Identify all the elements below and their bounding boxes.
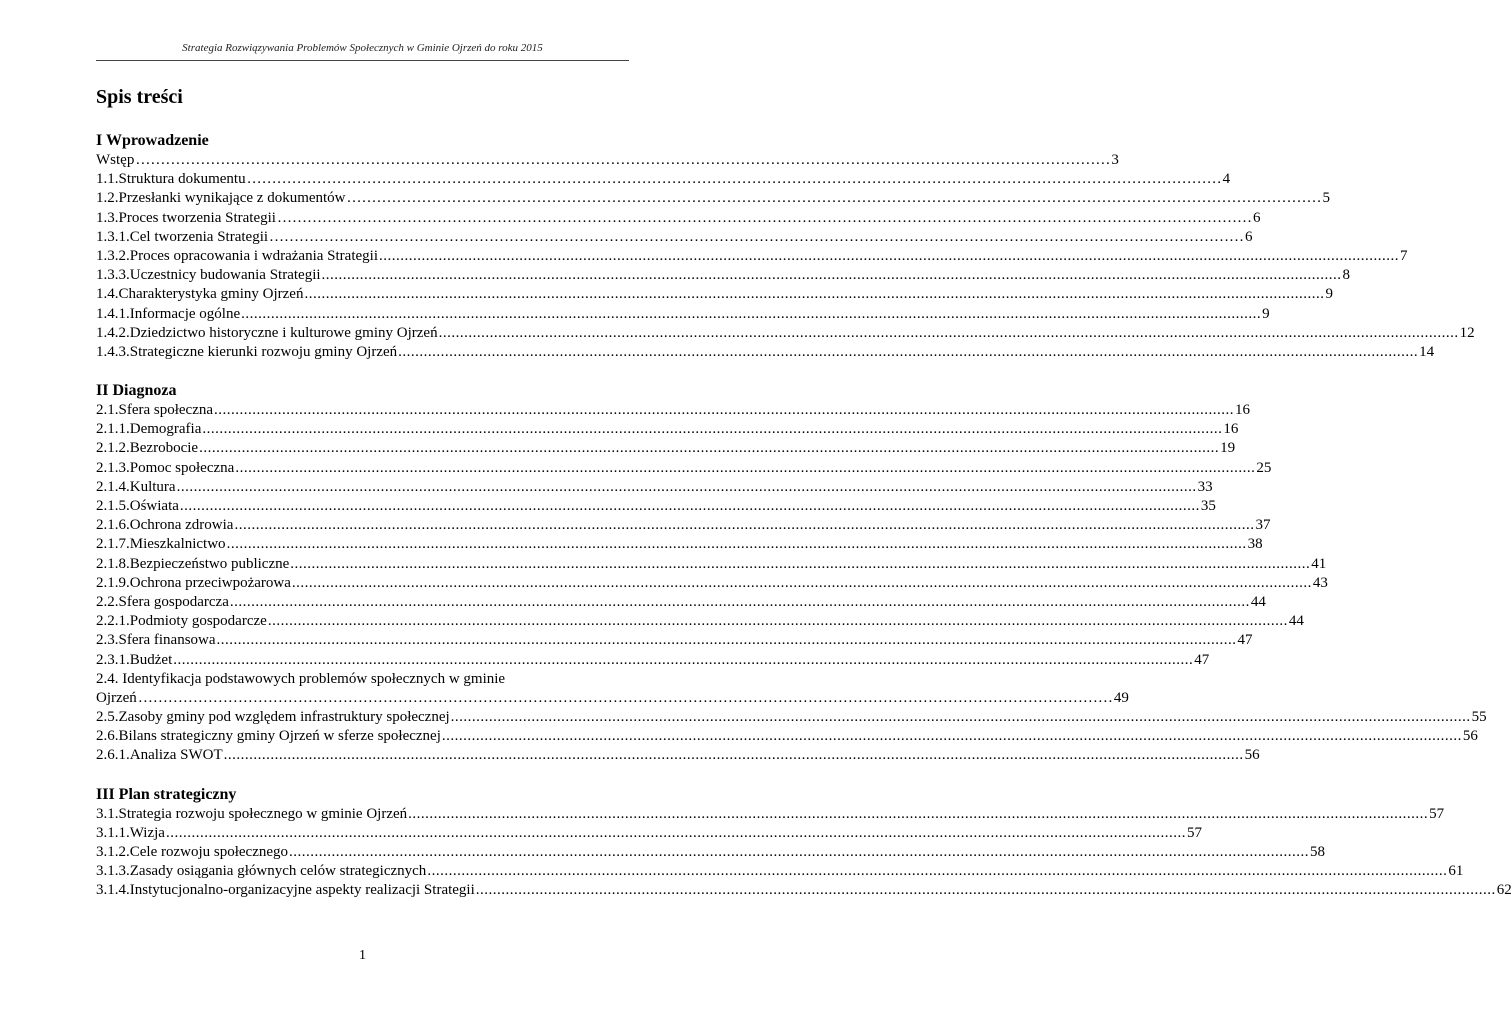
toc-entry-label: 1.2.Przesłanki wynikające z dokumentów [96,190,346,207]
toc-entry-label: 2.6.1.Analiza SWOT [96,747,223,764]
toc-entry-page: 47 [1194,651,1210,668]
toc-entry[interactable] [96,516,1271,535]
toc-leader-dots [292,574,1312,593]
toc-leader-dots [379,247,1399,266]
toc-entry-page: 16 [1235,402,1251,419]
toc-entry-page: 14 [1419,343,1435,360]
toc-leader-dots [177,478,1197,497]
toc-entry-label: 2.1.9.Ochrona przeciwpożarowa [96,574,291,591]
toc-entry[interactable] [96,285,1333,304]
toc-entry-page: 62 [1496,882,1512,899]
toc-section [96,785,1512,901]
toc-leader-dots [398,343,1418,362]
toc-leader-dots [234,516,1254,535]
toc-entry[interactable] [96,228,1253,247]
toc-entry[interactable] [96,324,1475,343]
toc-entry[interactable] [96,343,1435,362]
toc-entry-page: 41 [1311,555,1327,572]
toc-entry-label: 1.1.Struktura dokumentu [96,171,246,188]
toc-entry-page: 61 [1448,863,1464,880]
toc-entry-label: 3.1.Strategia rozwoju społecznego w gminie Ojrzeń [96,805,408,822]
toc-entry[interactable] [96,497,1216,516]
toc-entry-page: 38 [1247,536,1263,553]
toc-entry-label: 2.1.3.Pomoc społeczna [96,459,235,476]
toc-entry-page: 37 [1255,517,1271,534]
toc-entry-label: 3.1.4.Instytucjonalno-organizacyjne aspekty realizacji Strategii [96,882,475,899]
header-divider [96,60,629,61]
toc-entry[interactable] [96,862,1464,881]
toc-entry-page: 4 [1222,171,1231,188]
toc-leader-dots [439,324,1459,343]
toc-leader-dots [290,555,1310,574]
toc-entry-page: 19 [1220,440,1236,457]
toc-entry-page: 49 [1113,689,1129,706]
toc-entry-label: 3.1.1.Wizja [96,824,165,841]
toc-leader-dots [269,228,1244,247]
toc-entry-page: 9 [1325,286,1333,303]
toc-entry-page: 44 [1288,613,1304,630]
page-title: Spis treści [96,86,183,108]
toc-entry[interactable] [96,420,1239,439]
toc-entry-label: 2.3.Sfera finansowa [96,632,216,649]
toc-entry-page: 56 [1462,728,1478,745]
toc-entry-page: 7 [1399,247,1408,264]
toc-entry-page: 6 [1245,228,1253,245]
toc-entry-page: 12 [1459,324,1475,341]
toc-entry-label: 1.4.Charakterystyka gminy Ojrzeń [96,286,304,303]
toc-entry-page: 25 [1256,459,1272,476]
toc-leader-dots [277,209,1252,228]
toc-leader-dots [199,439,1219,458]
toc-section [96,131,1475,362]
toc-leader-dots [322,266,1342,285]
toc-entry-label: Wstęp [96,152,135,168]
toc-entry-page: 5 [1322,190,1331,207]
toc-leader-dots [235,459,1255,478]
toc-entry[interactable] [96,670,1129,708]
toc-entry-label: 1.4.2.Dziedzictwo historyczne i kulturowe gminy Ojrzeń [96,324,438,341]
toc-leader-dots [408,805,1428,824]
toc-leader-dots [166,824,1186,843]
toc-entry[interactable] [96,574,1328,593]
toc-section [96,381,1487,766]
toc-entry[interactable] [96,881,1512,900]
toc-entry[interactable] [96,555,1327,574]
toc-entry-label: 2.1.8.Bezpieczeństwo publiczne [96,555,290,572]
toc-leader-dots [289,843,1309,862]
toc-leader-dots [180,497,1200,516]
running-header: Strategia Rozwiązywania Problemów Społecznych w Gminie Ojrzeń do roku 2015 [182,42,543,54]
toc-leader-dots [268,612,1288,631]
toc-entry[interactable] [96,401,1251,420]
toc-entry-page: 6 [1252,209,1261,226]
toc-entry[interactable] [96,631,1253,650]
toc-entry[interactable] [96,478,1213,497]
toc-entry-page: 55 [1471,709,1487,726]
toc-entry-label: 1.3.2.Proces opracowania i wdrażania Strategii [96,247,378,264]
toc-section-heading: III Plan strategiczny [96,785,237,803]
toc-leader-dots [476,881,1496,900]
toc-leader-dots [230,593,1250,612]
toc-entry-page: 56 [1244,747,1260,764]
toc-entry[interactable] [96,189,1331,208]
toc-entry-label: 2.1.2.Bezrobocie [96,440,199,457]
toc-entry-page: 33 [1197,478,1213,495]
toc-entry[interactable] [96,805,1445,824]
toc-section-heading: I Wprowadzenie [96,132,209,149]
toc-entry[interactable] [96,612,1304,631]
toc-entry-page: 3 [1111,152,1119,168]
toc-entry-label: 1.3.Proces tworzenia Strategii [96,209,276,226]
toc-leader-dots [217,631,1237,650]
toc-entry-label: 2.3.1.Budżet [96,651,173,668]
toc-entry-label: 2.2.Sfera gospodarcza [96,593,229,610]
toc-entry[interactable] [96,824,1202,843]
toc-leader-dots [135,151,1110,170]
toc-leader-dots [227,535,1247,554]
toc-leader-dots [214,401,1234,420]
toc-entry[interactable] [96,459,1272,478]
toc-leader-dots [347,189,1322,208]
toc-entry-label: 1.3.1.Cel tworzenia Strategii [96,228,269,245]
toc-entry[interactable] [96,593,1266,612]
toc-entry-label: 2.1.4.Kultura [96,478,176,495]
toc-entry-page: 8 [1342,267,1351,284]
toc-leader-dots [427,862,1447,881]
toc-leader-dots [442,727,1462,746]
toc-entry[interactable] [96,170,1231,189]
toc-entry[interactable] [96,708,1487,727]
toc-entry[interactable] [96,535,1263,554]
toc-entry[interactable] [96,305,1270,324]
toc-entry-page: 57 [1429,805,1445,822]
toc-entry-page: 35 [1200,498,1216,514]
toc-entry-label: 2.1.1.Demografia [96,421,202,438]
toc-entry-page: 16 [1223,421,1239,438]
toc-leader-dots [138,689,1113,708]
toc-entry[interactable] [96,247,1408,266]
toc-entry-label: 3.1.2.Cele rozwoju społecznego [96,844,289,861]
toc-leader-dots [241,305,1261,324]
toc-entry[interactable] [96,651,1210,670]
toc-entry-label: 1.4.1.Informacje ogólne [96,305,241,322]
toc-entry-page: 47 [1237,632,1253,649]
toc-leader-dots [247,170,1222,189]
toc-entry-label: 2.4. Identyfikacja podstawowych problemów społecznych w gminie [96,670,506,687]
toc-leader-dots [173,651,1193,670]
toc-entry-label-continued: Ojrzeń [96,689,137,706]
toc-entry[interactable] [96,746,1260,765]
toc-entry[interactable] [96,151,1119,170]
toc-entry[interactable] [96,439,1236,458]
toc-entry-label: 3.1.3.Zasady osiągania głównych celów strategicznych [96,863,427,880]
toc-section-heading: II Diagnoza [96,382,177,400]
toc-entry-label: 2.1.Sfera społeczna [96,402,214,419]
toc-entry-label: 2.1.6.Ochrona zdrowia [96,517,234,534]
toc-entry-label: 2.1.5.Oświata [96,498,179,514]
toc-entry-label: 1.4.3.Strategiczne kierunki rozwoju gminy Ojrzeń [96,343,398,360]
toc-entry-page: 9 [1262,305,1270,322]
toc-entry-page: 44 [1250,593,1266,610]
toc-leader-dots [224,746,1244,765]
toc-entry-label: 1.3.3.Uczestnicy budowania Strategii [96,267,321,284]
toc-entry[interactable] [96,209,1261,228]
table-of-contents [96,131,1512,920]
toc-entry[interactable] [96,266,1351,285]
toc-entry-label: 2.2.1.Podmioty gospodarcze [96,613,267,630]
page-number: 1 [359,948,366,963]
toc-entry-page: 58 [1310,844,1326,861]
toc-leader-dots [451,708,1471,727]
toc-entry-label: 2.1.7.Mieszkalnictwo [96,536,226,553]
toc-entry[interactable] [96,843,1326,862]
toc-entry-page: 43 [1312,574,1328,591]
toc-entry-label: 2.5.Zasoby gminy pod względem infrastruktury społecznej [96,709,450,726]
toc-leader-dots [202,420,1222,439]
toc-entry-page: 57 [1186,824,1202,841]
toc-leader-dots [304,285,1324,304]
toc-entry-label: 2.6.Bilans strategiczny gminy Ojrzeń w sferze społecznej [96,728,441,745]
toc-entry[interactable] [96,727,1478,746]
